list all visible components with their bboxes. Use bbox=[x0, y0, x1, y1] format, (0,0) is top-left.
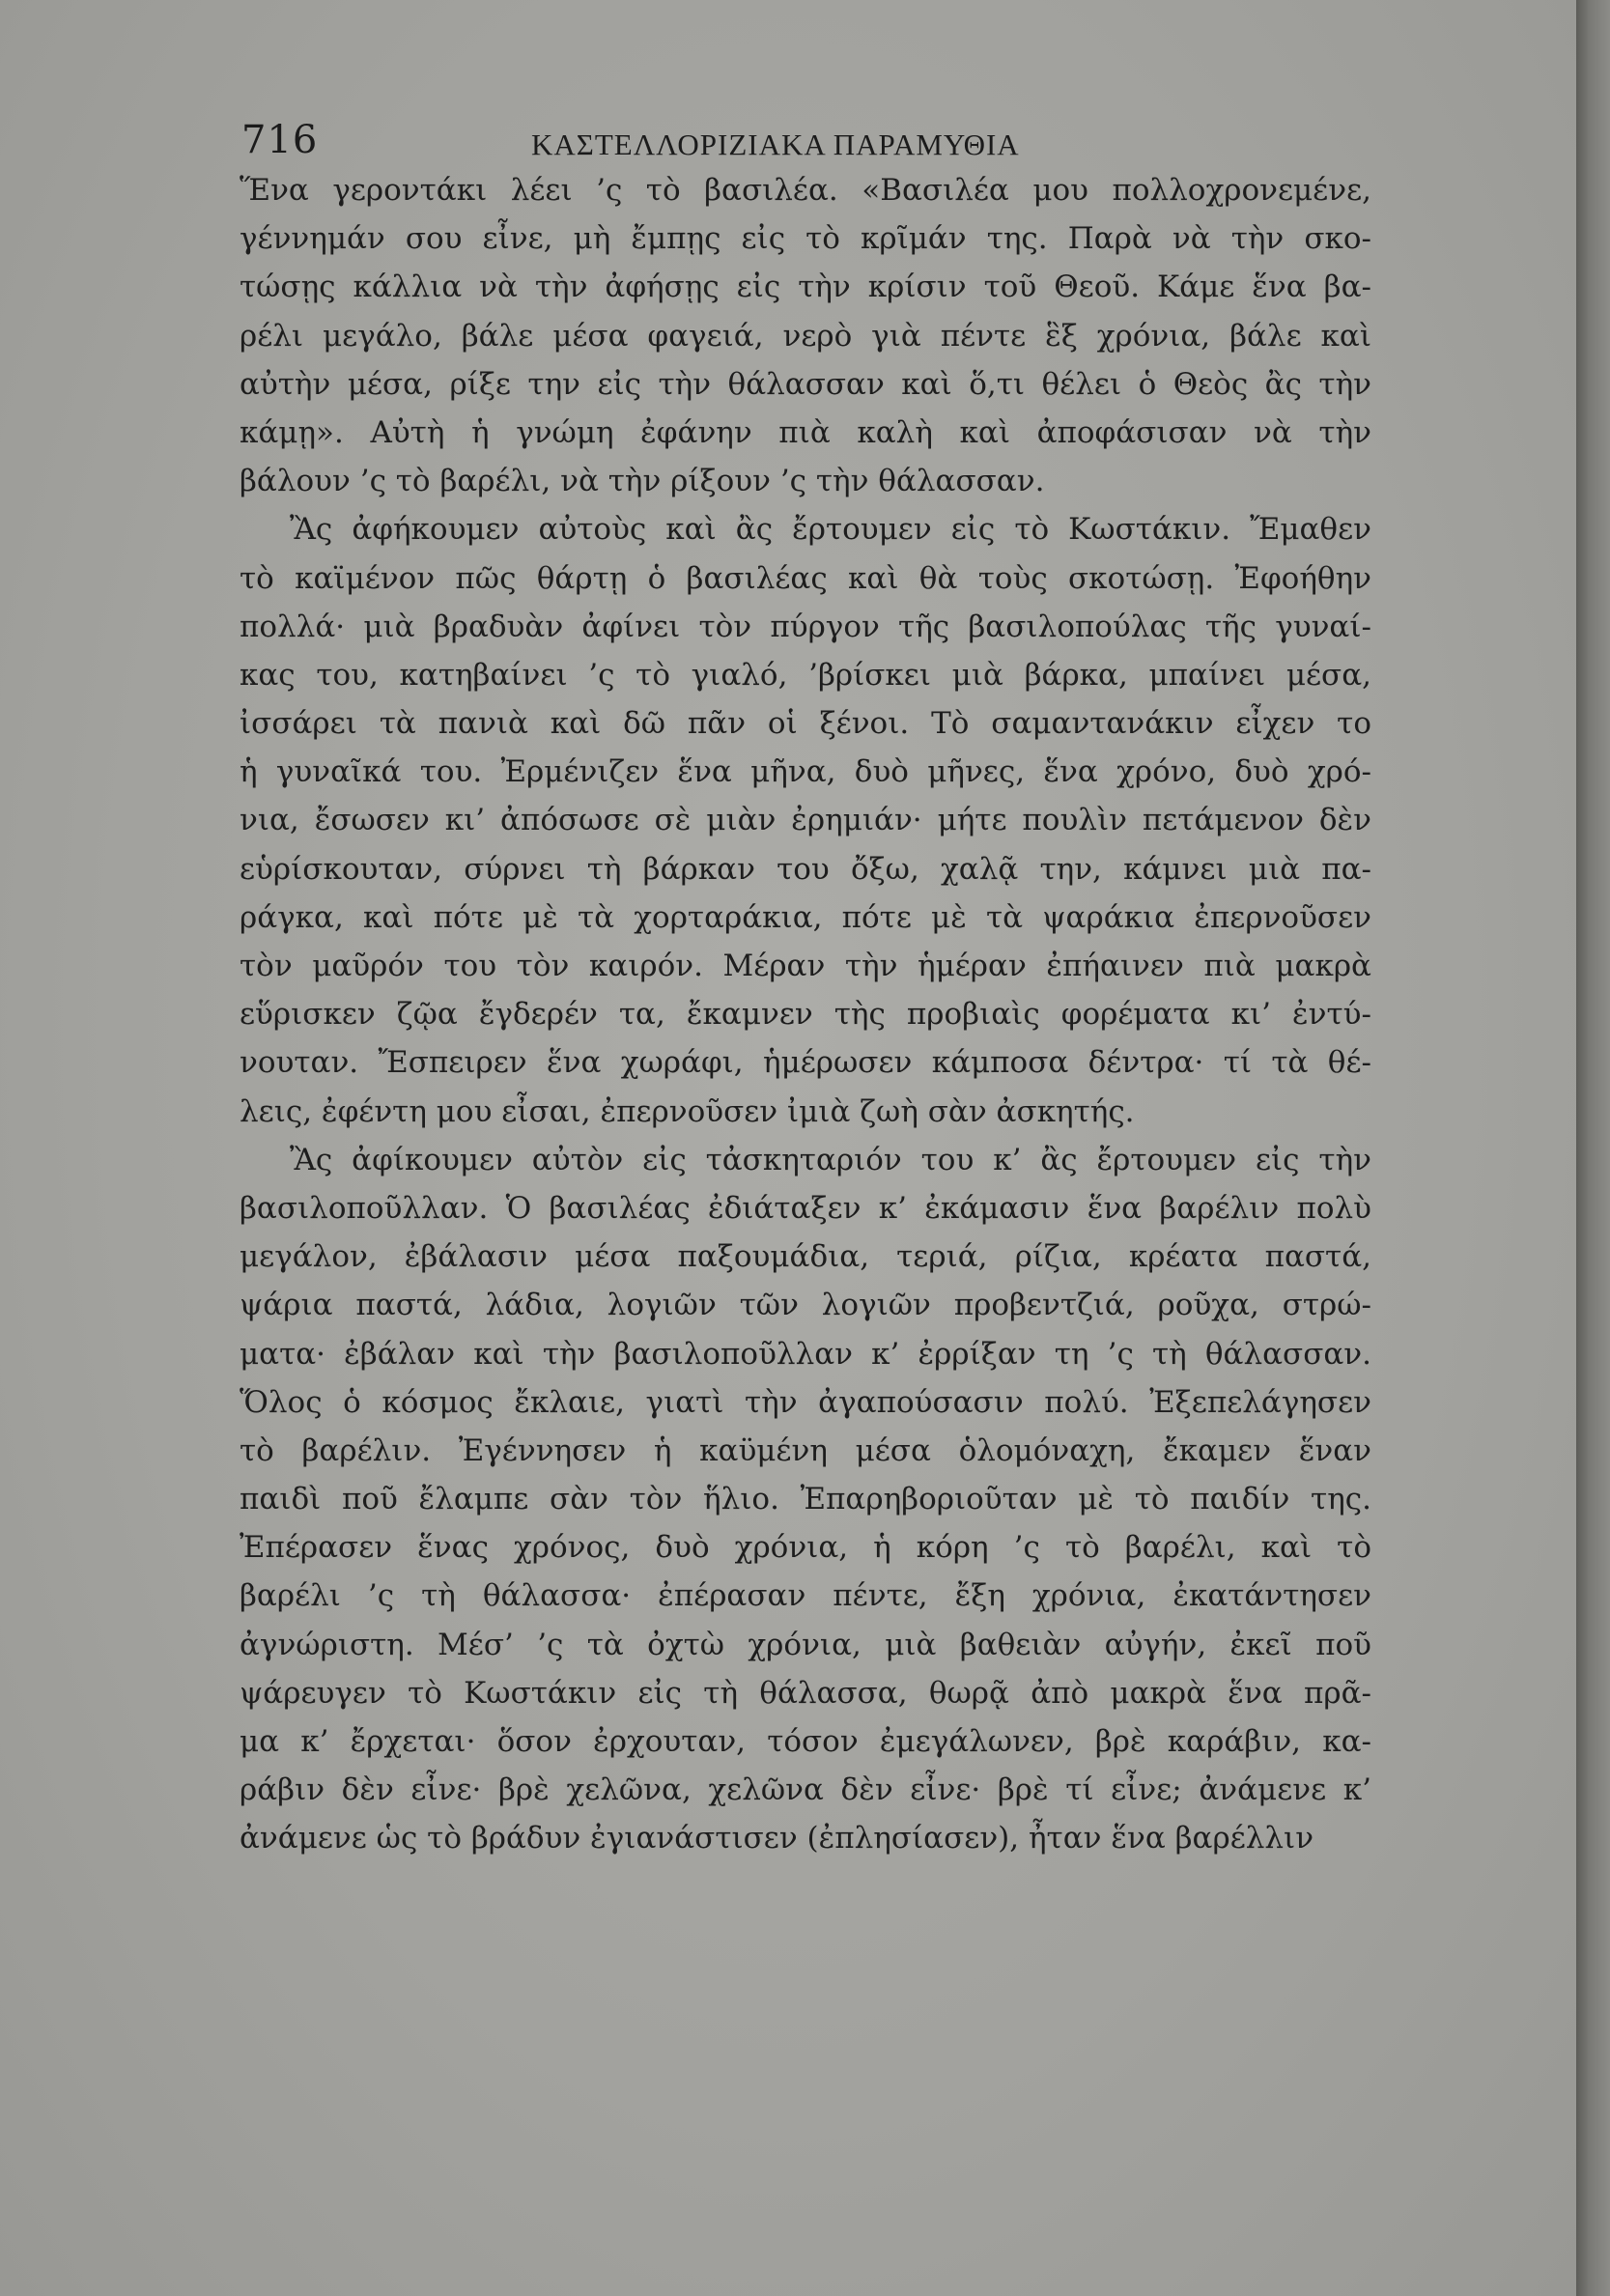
text-line: βαρέλι ’ς τὴ θάλασσα· ἐπέρασαν πέντε, ἔξη χρόνια, ἐκατάντησεν bbox=[240, 1578, 1371, 1614]
body-text bbox=[240, 166, 1371, 1863]
text-line: γέννημάν σου εἶνε, μὴ ἔμπῃς εἰς τὸ κρῖμάν της. Παρὰ νὰ τὴν σκο- bbox=[240, 221, 1371, 257]
text-line: πολλά· μιὰ βραδυὰν ἀφίνει τὸν πύργον τῆς βασιλοπούλας τῆς γυναί- bbox=[240, 609, 1371, 644]
text-line: εὑρίσκουταν, σύρνει τὴ βάρκαν του ὄξω, χαλᾷ την, κάμνει μιὰ πα- bbox=[240, 851, 1371, 887]
text-line: Ἂς ἀφίκουμεν αὐτὸν εἰς τἀσκηταριόν του κ’ ἂς ἔρτουμεν εἰς τὴν bbox=[290, 1142, 1371, 1177]
text-line: Ἕνα γεροντάκι λέει ’ς τὸ βασιλέα. «Βασιλέα μου πολλοχρονεμένε, bbox=[240, 173, 1371, 208]
text-line: λεις, ἐφέντη μου εἶσαι, ἐπερνοῦσεν ἰμιὰ ζωὴ σὰν ἀσκητής. bbox=[240, 1093, 1135, 1129]
text-line: εὕρισκεν ζῷα ἔγδερέν τα, ἔκαμνεν τὴς προβιαὶς φορέματα κι’ ἐντύ- bbox=[240, 997, 1371, 1033]
text-line: βασιλοποῦλλαν. Ὁ βασιλέας ἐδιάταξεν κ’ ἐκάμασιν ἕνα βαρέλιν πολὺ bbox=[240, 1190, 1371, 1226]
text-line: Ἂς ἀφήκουμεν αὐτοὺς καὶ ἂς ἔρτουμεν εἰς τὸ Κωστάκιν. Ἔμαθεν bbox=[290, 512, 1371, 548]
page-number: 716 bbox=[241, 118, 319, 162]
text-line: μα κ’ ἔρχεται· ὅσον ἐρχουταν, τόσον ἐμεγάλωνεν, βρὲ καράβιν, κα- bbox=[240, 1724, 1371, 1759]
text-line: ἡ γυναῖκά του. Ἐρμένιζεν ἕνα μῆνα, δυὸ μῆνες, ἕνα χρόνο, δυὸ χρό- bbox=[240, 754, 1371, 790]
text-line: ἰσσάρει τὰ πανιὰ καὶ δῶ πᾶν οἱ ξένοι. Τὸ σαμαντανάκιν εἶχεν το bbox=[240, 706, 1371, 742]
text-line: ράβιν δὲν εἶνε· βρὲ χελῶνα, χελῶνα δὲν εἶνε· βρὲ τί εἶνε; ἀνάμενε κ’ bbox=[240, 1772, 1371, 1808]
text-line: Ἐπέρασεν ἕνας χρόνος, δυὸ χρόνια, ἡ κόρη ’ς τὸ βαρέλι, καὶ τὸ bbox=[240, 1530, 1371, 1566]
text-line: τώσῃς κάλλια νὰ τὴν ἀφήσῃς εἰς τὴν κρίσιν τοῦ Θεοῦ. Κάμε ἕνα βα- bbox=[240, 269, 1371, 305]
text-line: αὐτὴν μέσα, ρίξε την εἰς τὴν θάλασσαν καὶ ὅ,τι θέλει ὁ Θεὸς ἂς τὴν bbox=[240, 366, 1371, 402]
text-line: μεγάλον, ἐβάλασιν μέσα παξουμάδια, τεριά, ρίζια, κρέατα παστά, bbox=[240, 1239, 1371, 1275]
text-line: τὸ καϊμένον πῶς θάρτῃ ὁ βασιλέας καὶ θὰ τοὺς σκοτώσῃ. Ἐφοήθην bbox=[240, 560, 1371, 596]
text-line: βάλουν ’ς τὸ βαρέλι, νὰ τὴν ρίξουν ’ς τὴν θάλασσαν. bbox=[240, 464, 1045, 499]
text-line: παιδὶ ποῦ ἔλαμπε σὰν τὸν ἥλιο. Ἐπαρηβοριοῦταν μὲ τὸ παιδίν της. bbox=[240, 1482, 1371, 1517]
text-line: τὸ βαρέλιν. Ἐγέννησεν ἡ καϋμένη μέσα ὁλομόναχη, ἔκαμεν ἕναν bbox=[240, 1432, 1371, 1468]
text-line: νια, ἔσωσεν κι’ ἀπόσωσε σὲ μιὰν ἐρημιάν· μήτε πουλὶν πετάμενον δὲν bbox=[240, 803, 1371, 838]
text-line: ρέλι μεγάλο, βάλε μέσα φαγειά, νερὸ γιὰ πέντε ἓξ χρόνια, βάλε καὶ bbox=[240, 318, 1371, 354]
text-line: νουταν. Ἔσπειρεν ἕνα χωράφι, ἡμέρωσεν κάμποσα δέντρα· τί τὰ θέ- bbox=[240, 1045, 1371, 1081]
page-edge bbox=[1576, 0, 1610, 2296]
text-line: ἀνάμενε ὡς τὸ βράδυν ἐγιανάστισεν (ἐπλησίασεν), ἦταν ἕνα βαρέλλιν bbox=[240, 1821, 1314, 1857]
text-line: ἀγνώριστη. Μέσ’ ’ς τὰ ὀχτὼ χρόνια, μιὰ βαθειὰν αὐγήν, ἐκεῖ ποῦ bbox=[240, 1627, 1371, 1662]
text-line: κάμῃ». Αὐτὴ ἡ γνώμη ἐφάνην πιὰ καλὴ καὶ ἀποφάσισαν νὰ τὴν bbox=[240, 414, 1371, 450]
text-line: ψάρια παστά, λάδια, λογιῶν τῶν λογιῶν προβεντζιά, ροῦχα, στρώ- bbox=[240, 1288, 1371, 1323]
text-line: τὸν μαῦρόν του τὸν καιρόν. Μέραν τὴν ἡμέραν ἐπήαινεν πιὰ μακρὰ bbox=[240, 949, 1371, 983]
text-line: ψάρευγεν τὸ Κωστάκιν εἰς τὴ θάλασσα, θωρᾷ ἀπὸ μακρὰ ἕνα πρᾶ- bbox=[240, 1675, 1371, 1711]
text-line: κας του, κατηβαίνει ’ς τὸ γιαλό, ’βρίσκει μιὰ βάρκα, μπαίνει μέσα, bbox=[240, 657, 1371, 693]
text-line: ματα· ἐβάλαν καὶ τὴν βασιλοποῦλλαν κ’ ἐρρίξαν τη ’ς τὴ θάλασσαν. bbox=[240, 1336, 1371, 1372]
text-line: ράγκα, καὶ πότε μὲ τὰ χορταράκια, πότε μὲ τὰ ψαράκια ἐπερνοῦσεν bbox=[240, 899, 1371, 935]
text-line: Ὅλος ὁ κόσμος ἔκλαιε, γιατὶ τὴν ἀγαπούσασιν πολύ. Ἐξεπελάγησεν bbox=[240, 1384, 1371, 1420]
running-title: ΚΑΣΤΕΛΛΟΡΙΖΙΑΚΑ ΠΑΡΑΜΥΘΙΑ bbox=[531, 128, 1020, 161]
